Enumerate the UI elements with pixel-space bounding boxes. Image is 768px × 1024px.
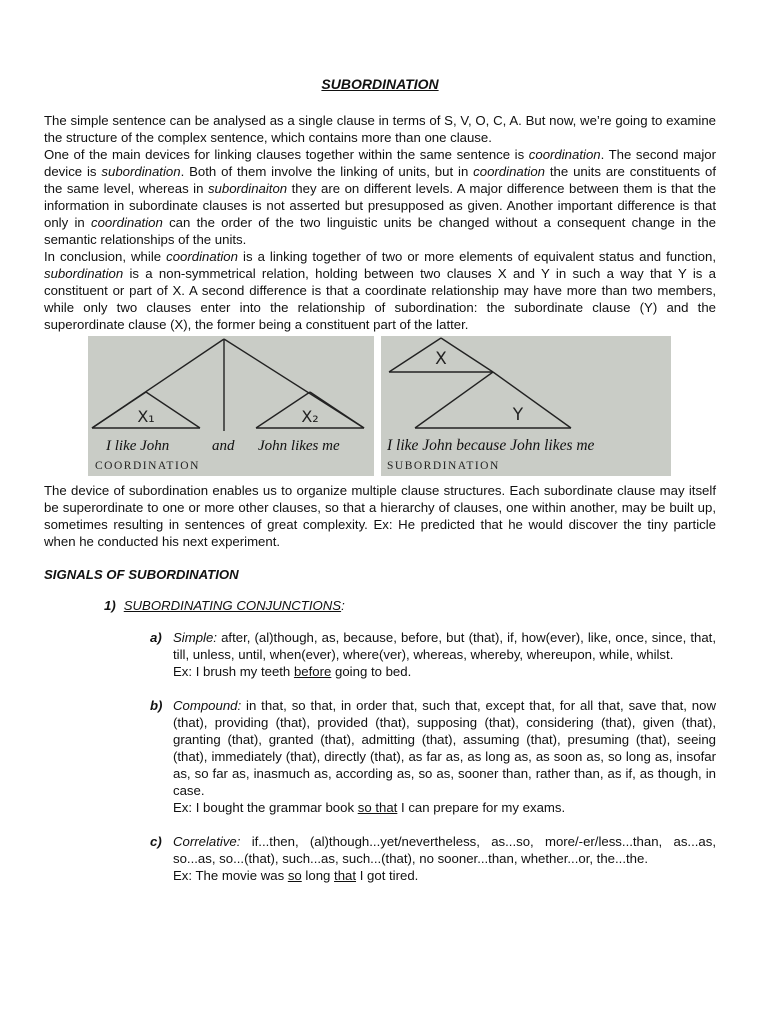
intro-paragraph-2: One of the main devices for linking clauses together within the same sentence is coordination. The second major device is subordination. Both of them involve the linking of units, but in coordination the units are constituents of the same level, whereas in subordinaiton they are on different levels. A major difference between them is that the information in subordinate clauses is not asserted but presupposed as given. Another important difference is that only in coordination can the order of the two linguistic units be changed without a consequent change in the semantic relationships of the units. <box>44 147 716 247</box>
page-title: SUBORDINATION <box>321 76 439 92</box>
node-y: Y <box>512 405 524 425</box>
correlative-conjunctions: c) Correlative: if...then, (al)though...yet/nevertheless, as...so, more/-er/less...than, as...as, so...as, so...(that), such...as, such...(that), no sooner...than, whether...or, the...the. Ex: The movie was so long that I got tired. <box>150 834 716 883</box>
signals-heading: SIGNALS OF SUBORDINATION <box>44 567 239 582</box>
node-x2: X₂ <box>301 407 319 426</box>
sentence-b: John likes me <box>258 438 340 454</box>
coordination-figure <box>88 336 374 476</box>
sentence-a: I like John <box>106 438 170 454</box>
coordination-caption: COORDINATION <box>95 460 200 472</box>
subordination-tree-diagram <box>381 336 671 476</box>
coordination-tree-diagram <box>88 336 374 476</box>
compound-conjunctions: b) Compound: in that, so that, in order that, such that, except that, for all that, save that, now (that), providing (that), provided (that), supposing (that), considering (that), given (that), granting (that), granted (that), admitting (that), assuming (that), presuming (that), seeing (that), immediately (that), directly (that), as far as, as long as, as soon as, so long as, insofar as, so far as, inasmuch as, according as, so as, sooner than, rather than, as if, as though, in case. Ex: I bought the grammar book so that I can prepare for my exams. <box>150 698 716 815</box>
hierarchy-paragraph: The device of subordination enables us to organize multiple clause structures. Each subordinate clause may itself be superordinate to one or more other clauses, so that a hierarchy of clauses, one within another, may be built up, sometimes resulting in sentences of great complexity. Ex: He predicted that he would discover the tiny particle when he conducted his next experiment. <box>44 483 716 549</box>
document-page <box>44 76 716 901</box>
intro-paragraph-3: In conclusion, while coordination is a linking together of two or more elements of equivalent status and function, subordination is a non-symmetrical relation, holding between two clauses X and Y in such a way that Y is a constituent or part of X. A second difference is that a coordinate relationship may have more than two members, while only two clauses enter into the relationship of subordination: the subordinate clause (Y) and the superordinate clause (X), the former being a constituent part of the latter. <box>44 249 716 332</box>
simple-conjunctions: a) Simple: after, (al)though, as, because, before, but (that), if, how(ever), like, once, since, that, till, unless, until, when(ever), where(ver), whereas, whereby, whereupon, while, whilst. Ex: I brush my teeth before going to bed. <box>150 630 716 679</box>
conjunction-and: and <box>212 438 235 454</box>
subordination-caption: SUBORDINATION <box>387 460 500 472</box>
node-x: X <box>435 349 447 369</box>
intro-paragraph-1: The simple sentence can be analysed as a single clause in terms of S, V, O, C, A. But now, we’re going to examine the structure of the complex sentence, which contains more than one clause. <box>44 113 716 145</box>
node-x1: X₁ <box>137 407 155 426</box>
subordinating-conjunctions-heading: 1) SUBORDINATING CONJUNCTIONS: <box>104 598 345 613</box>
subordination-figure <box>381 336 671 476</box>
subordination-sentence: I like John because John likes me <box>387 437 595 454</box>
figures-row <box>44 336 716 478</box>
